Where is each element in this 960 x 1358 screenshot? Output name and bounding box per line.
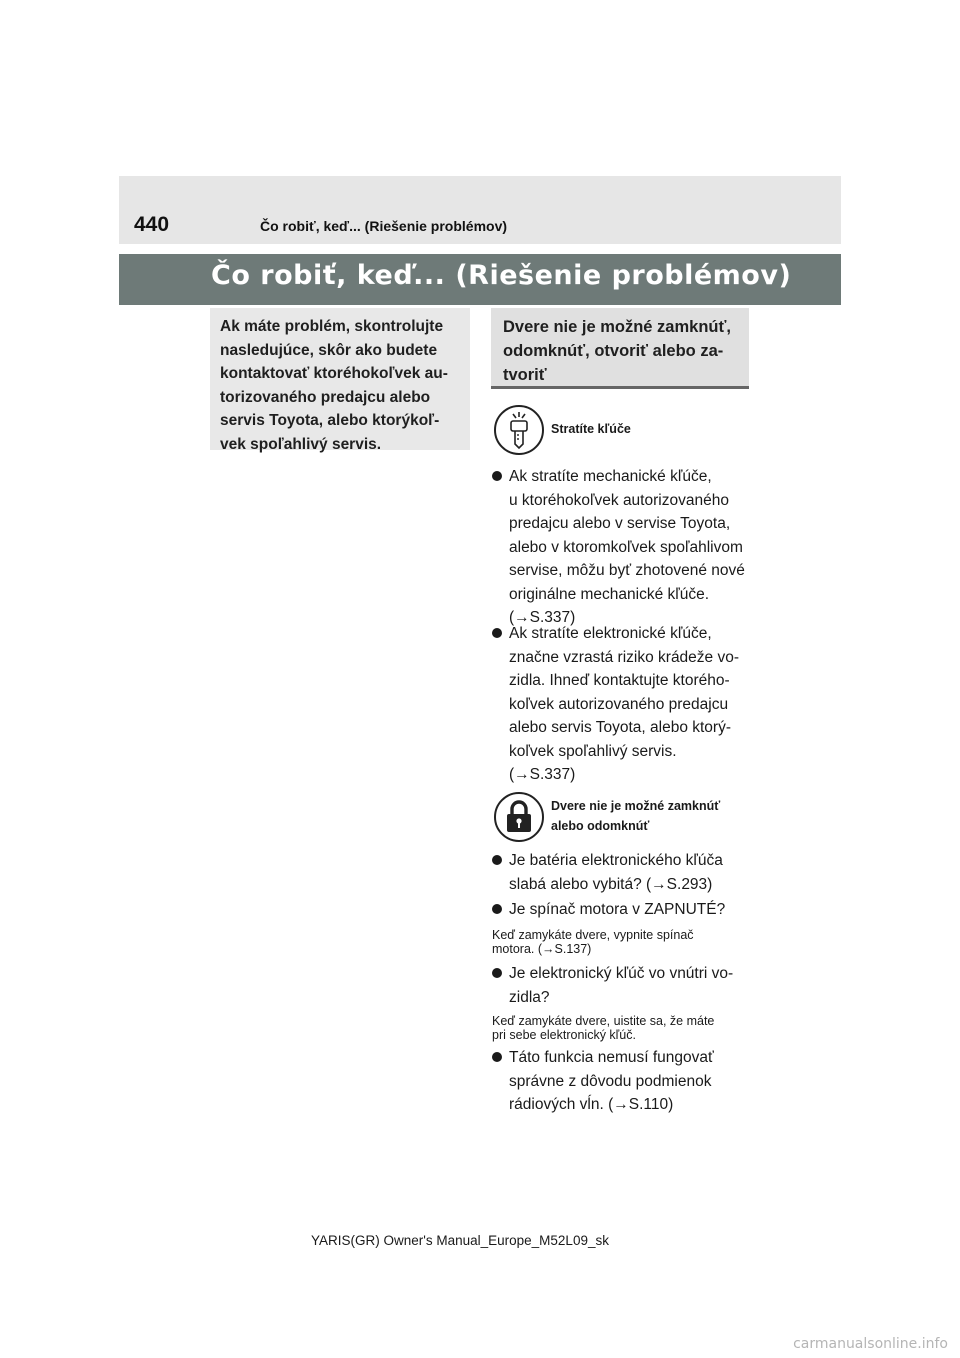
intro-line: vek spoľahlivý servis. <box>220 435 382 453</box>
bullet-dot <box>492 968 502 978</box>
title-band <box>119 254 841 305</box>
running-title: Čo robiť, keď... (Riešenie problémov) <box>260 218 508 234</box>
list-item: Ak stratíte elektronické kľúče, značne vzrastá riziko krádeže vo- zidla. Ihneď kontaktujte ktorého- koľvek autorizovaného predajcu alebo servis Toyota, alebo ktorý- koľvek spoľahlivý servis. (→S.337) <box>492 622 739 787</box>
section-heading <box>491 308 749 389</box>
footer: YARIS(GR) Owner's Manual_Europe_M52L09_sk <box>311 1233 609 1248</box>
bullet-dot <box>492 1052 502 1062</box>
page-reference[interactable]: (→S.337) <box>509 766 576 783</box>
section-heading-line: odomknúť, otvoriť alebo za- <box>503 342 724 360</box>
watermark: carmanualsonline.info <box>793 1336 948 1352</box>
list-item: Je batéria elektronického kľúča slabá alebo vybitá? (→S.293) <box>492 849 723 896</box>
bullet-dot <box>492 628 502 638</box>
list-item: Táto funkcia nemusí fungovať správne z dôvodu podmienok rádiových vĺn. (→S.110) <box>492 1046 714 1117</box>
page-reference[interactable]: (→S.337) <box>509 609 576 626</box>
section-heading-line: Dvere nie je možné zamknúť, <box>503 318 731 336</box>
intro-line: servis Toyota, alebo ktorýkoľ- <box>220 412 440 429</box>
note: Keď zamykáte dvere, uistite sa, že máte pri sebe elektronický kľúč. <box>492 1014 715 1042</box>
list-item: Je elektronický kľúč vo vnútri vo- zidla? <box>492 962 733 1009</box>
intro-line: kontaktovať ktoréhokoľvek au- <box>220 365 448 382</box>
list-item: Ak stratíte mechanické kľúče, u ktoréhokoľvek autorizovaného predajcu alebo v servise Toyota, alebo v ktoromkoľvek spoľahlivom servise, môžu byť zhotovené nové originálne mechanické kľúče. (→S.337) <box>492 465 745 630</box>
page-number: 440 <box>134 213 170 236</box>
bullet-dot <box>492 471 502 481</box>
intro-line: torizovaného predajcu alebo <box>220 388 431 406</box>
lock-label: Dvere nie je možné zamknúť alebo odomknúť <box>551 799 721 833</box>
list-item: Je spínač motora v ZAPNUTÉ? <box>492 898 725 922</box>
intro-box <box>210 308 470 453</box>
lost-keys-label: Stratíte kľúče <box>551 422 631 436</box>
key-icon <box>494 405 544 455</box>
intro-line: nasledujúce, skôr ako budete <box>220 341 438 359</box>
intro-line: Ak máte problém, skontrolujte <box>220 318 444 335</box>
note: Keď zamykáte dvere, vypnite spínač motora. (→S.137) <box>492 928 694 956</box>
page-title: Čo robiť, keď... (Riešenie problémov) <box>211 260 792 291</box>
section-heading-line: tvoriť <box>503 366 547 384</box>
bullet-dot <box>492 855 502 865</box>
padlock-icon <box>494 792 544 842</box>
bullet-dot <box>492 904 502 914</box>
